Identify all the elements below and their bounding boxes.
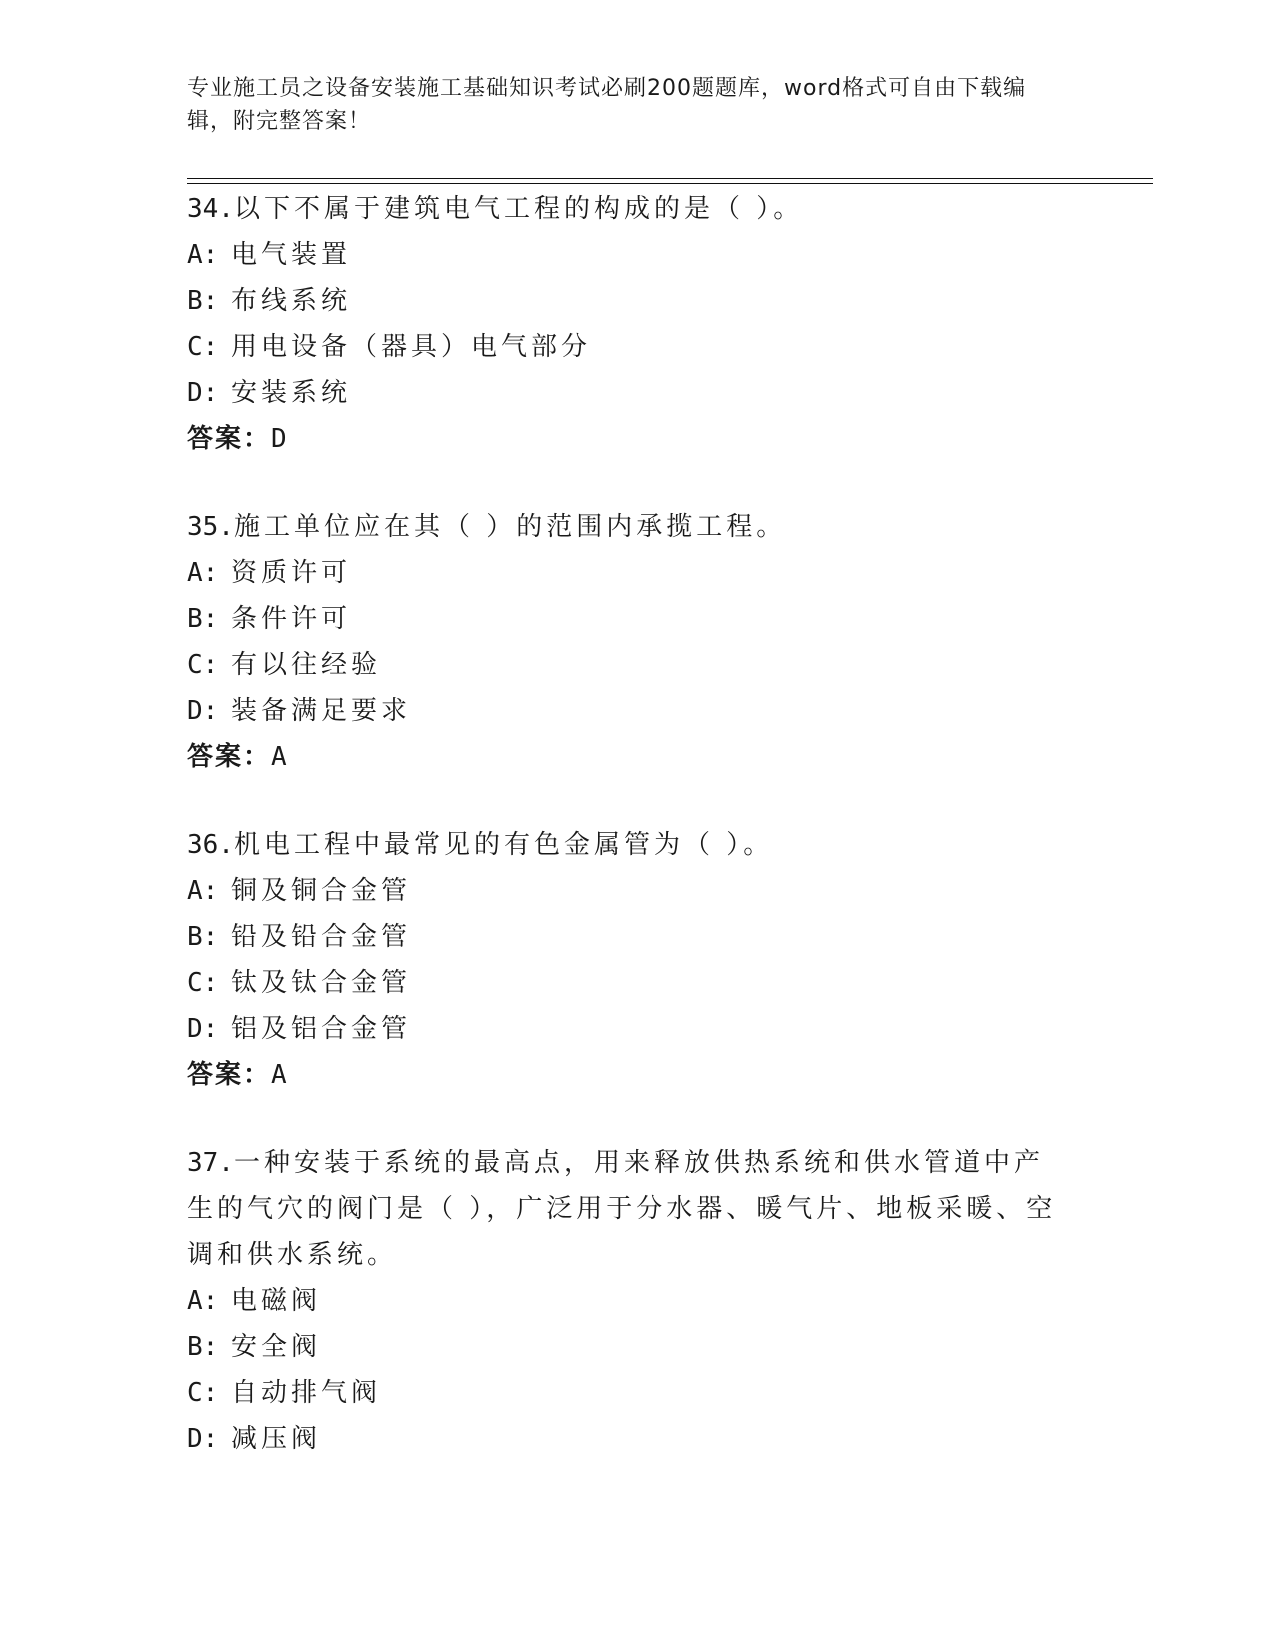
option-letter: B: [187, 922, 219, 952]
option-text: 减压阀 [231, 1424, 322, 1454]
question-number: 37. [187, 1148, 234, 1178]
question-text: 以下不属于建筑电气工程的构成的是（ ）。 [233, 194, 804, 224]
option-b [187, 914, 1067, 960]
answer-line [187, 734, 1067, 780]
option-letter: A: [187, 876, 219, 906]
question-block [187, 822, 1067, 1098]
option-text: 用电设备（器具）电气部分 [231, 332, 592, 362]
option-a [187, 550, 1067, 596]
option-text: 安装系统 [231, 378, 352, 408]
header-divider-line [187, 183, 1153, 184]
answer-value: D [271, 424, 289, 454]
option-letter: A: [187, 1286, 219, 1316]
option-d [187, 1416, 1067, 1462]
option-text: 铝及铝合金管 [231, 1014, 412, 1044]
question-text: 施工单位应在其（ ）的范围内承揽工程。 [233, 512, 787, 542]
option-c [187, 642, 1067, 688]
option-letter: D: [187, 378, 219, 408]
question-text: 机电工程中最常见的有色金属管为（ ）。 [233, 830, 774, 860]
question-block [187, 504, 1067, 780]
option-letter: B: [187, 286, 219, 316]
option-a [187, 1278, 1067, 1324]
option-text: 铅及铅合金管 [231, 922, 412, 952]
question-stem [187, 822, 1067, 868]
option-letter: C: [187, 650, 219, 680]
option-text: 布线系统 [231, 286, 352, 316]
option-letter: D: [187, 1014, 219, 1044]
answer-value: A [271, 1060, 289, 1090]
option-letter: A: [187, 558, 219, 588]
option-letter: C: [187, 1378, 219, 1408]
question-stem [187, 186, 1067, 232]
question-stem [187, 504, 1067, 550]
option-b [187, 1324, 1067, 1370]
answer-line [187, 1052, 1067, 1098]
question-block [187, 186, 1067, 462]
header-divider-line [187, 178, 1153, 179]
option-text: 电气装置 [231, 240, 352, 270]
option-text: 电磁阀 [231, 1286, 322, 1316]
question-number: 36. [187, 830, 234, 860]
option-letter: C: [187, 968, 219, 998]
option-letter: A: [187, 240, 219, 270]
option-a [187, 868, 1067, 914]
option-text: 铜及铜合金管 [231, 876, 412, 906]
option-letter: C: [187, 332, 219, 362]
answer-line [187, 416, 1067, 462]
answer-label: 答案： [187, 742, 272, 772]
option-d [187, 1006, 1067, 1052]
question-block [187, 1140, 1067, 1462]
option-b [187, 596, 1067, 642]
option-c [187, 1370, 1067, 1416]
question-stem [187, 1140, 1067, 1278]
option-text: 有以往经验 [231, 650, 382, 680]
option-letter: D: [187, 696, 219, 726]
document-header: 专业施工员之设备安装施工基础知识考试必刷200题题库，word格式可自由下载编辑，附完整答案！ [187, 76, 1027, 134]
option-text: 自动排气阀 [231, 1378, 382, 1408]
answer-label: 答案： [187, 1060, 272, 1090]
option-text: 钛及钛合金管 [231, 968, 412, 998]
option-c [187, 960, 1067, 1006]
option-c [187, 324, 1067, 370]
option-b [187, 278, 1067, 324]
option-text: 条件许可 [231, 604, 352, 634]
option-text: 安全阀 [231, 1332, 322, 1362]
answer-label: 答案： [187, 424, 272, 454]
option-d [187, 688, 1067, 734]
option-letter: B: [187, 1332, 219, 1362]
option-text: 装备满足要求 [231, 696, 412, 726]
question-number: 35. [187, 512, 234, 542]
option-letter: D: [187, 1424, 219, 1454]
question-text: 一种安装于系统的最高点，用来释放供热系统和供水管道中产生的气穴的阀门是（ ），广泛用于分水器、暖气片、地板采暖、空调和供水系统。 [187, 1148, 1057, 1270]
answer-value: A [271, 742, 289, 772]
option-letter: B: [187, 604, 219, 634]
option-a [187, 232, 1067, 278]
option-text: 资质许可 [231, 558, 352, 588]
option-d [187, 370, 1067, 416]
question-number: 34. [187, 194, 234, 224]
